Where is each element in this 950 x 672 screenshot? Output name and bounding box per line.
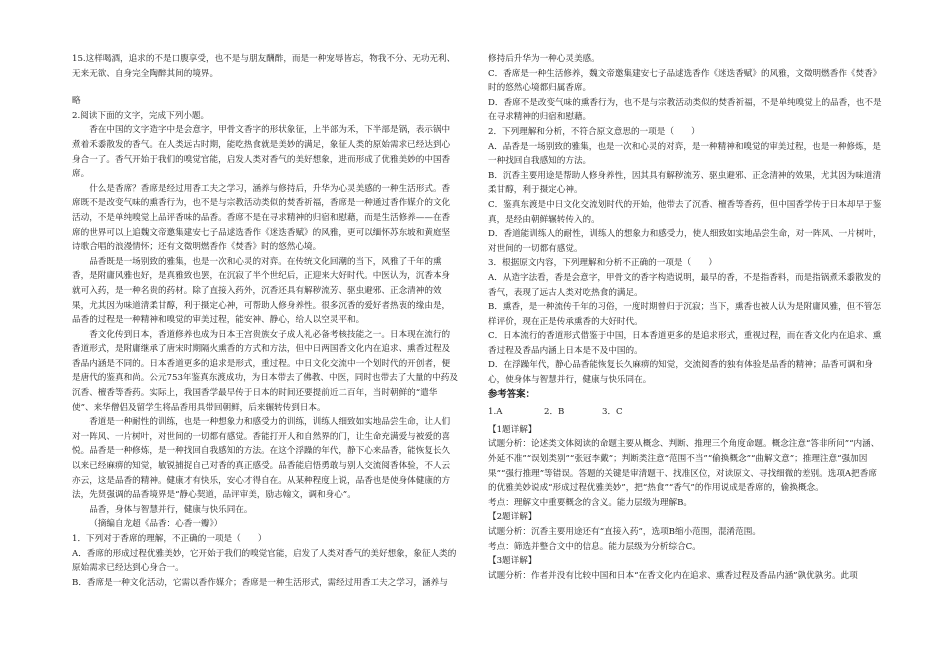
detail-2-analysis: 试题分析：沉香主要用途还有“直接入药”，选项B缩小范围，混淆范围。 <box>488 527 761 537</box>
answers-title: 参考答案： <box>488 388 535 400</box>
answer-3: 3．C <box>602 407 623 418</box>
question-2: 2．下列理解和分析，不符合原文意思的一项是（ ） <box>488 126 700 137</box>
left-column <box>72 52 458 590</box>
right-column <box>488 52 882 583</box>
question-3-option-d: D．在浮躁年代，静心品香能恢复长久麻痹的知觉，交流阅香的独有体验是品香的精神；品香可调和身心，使身体与智慧并行，健康与快乐同在。 <box>488 360 874 386</box>
passage-paragraph-3: 品香既是一场别致的雅集，也是一次和心灵的对弈。在传统文化回潮的当下，风雅了千年的熏香，是附庸风雅也好，是真雅致也罢，在沉寂了半个世纪后，正迎来大好时代。中医认为，沉香本身就可入药，是一种名贵的药材。除了直接入药外，沉香还具有解秽流芳、驱虫避邪、正念清神的效果，尤其因为味道清柔甘醇，利于摄定心神，可帮助人修身养性。很多沉香的爱好者热衷的缘由是，品香的过程是一种精神和嗅觉的审美过程，能安神、静心，给人以空灵平和。 <box>72 256 451 326</box>
question-1: 1．下列对于香席的理解，不正确的一项是（ ） <box>72 534 267 544</box>
answers-row <box>488 405 882 420</box>
detail-3-heading: 【3题详解】 <box>488 556 537 567</box>
question-3-option-a: A．从造字法看，香是会意字，甲骨文的香字构造说明，最早的香，不是指香料，而是指锅煮禾黍散发的香气，表现了远古人类对吃热食的满足。 <box>488 272 881 298</box>
answer-1: 1.A <box>488 407 503 418</box>
question-3-option-c: C．日本流行的香道形式借鉴于中国，日本香道更多的是追求形式，重视过程，而在香文化内在追求、熏香过程及香品内涵上日本是不及中国的。 <box>488 331 882 356</box>
passage-source: （摘编自龙超《品香：心香一瓣》） <box>89 519 223 530</box>
detail-1-heading: 【1题详解】 <box>488 424 537 435</box>
question-2-option-d: D．香道能训练人的耐性，训练人的想象力和感受力，使人细致如实地品尝生命，对一阵风、一片树叶，对世间的一切都有感觉。 <box>488 229 882 254</box>
detail-3-analysis: 试题分析：作者并没有比较中国和日本“在香文化内在追求、熏香过程及香品内涵”孰优孰劣。此项 <box>488 570 858 581</box>
passage-paragraph-5: 香道是一种耐性的训练，也是一种想象力和感受力的训练，训练人细致如实地品尝生命，让人们对一阵风、一片树叶，对世间的一切都有感觉。香能打开人和自然界的门，让生命充满爱与被爱的喜悦。品香是一种修炼，是一种找回自我感知的方法。在这个浮躁的年代，静下心来品香，能恢复长久以来已经麻痹的知觉，敏锐捕捉自己对香的真正感受。品香能启悟勇敢与别人交流阅香体验，不人云亦云，这是品香的精神。健康才有快乐，安心才得自在。从某种程度上说，品香也是使身体健康的方法，先贤强调的品香境界是“静心契道，品评审美，励志翰文，调和身心”。 <box>72 417 451 501</box>
question-1-option-b: B．香席是一种文化活动，它需以香作媒介；香席是一种生活形式，需经过用香工夫之学习，涵养与 <box>72 577 448 588</box>
passage-paragraph-2: 什么是香席？香席是经过用香工夫之学习，涵养与修持后，升华为心灵美感的一种生活形式。香席既不是改变气味的熏香行为，也不是与宗教活动类似的焚香祈福，香席是一种通过香作媒介的文化活动，不是单纯嗅觉上品评香味的品香。香席不是在寻求精神的归宿和慰藉，而是生活修养——在香席的世界可以上追魏文帝邀集建安七子品逑选香作《迷迭香赋》的风雅，更可以缅怀苏东坡和黄庭坚诗歌合唱的浪漫情怀；还有文徵明燃香作《焚香》时的悠然心境。 <box>72 183 451 253</box>
detail-1-point: 考点：理解文中重要概念的含义。能力层级为理解B。 <box>488 497 692 508</box>
detail-2-point: 考点：筛选并整合文中的信息。能力层级为分析综合C。 <box>488 541 701 552</box>
passage-paragraph-4: 香文化传到日本，香道修养也成为日本王宫贵族女子成人礼必备考核技能之一。日本现在流行的香道形式，是附庸继承了唐宋时期隔火熏香的方式和方法，但中日两国香文化内在追求、熏香过程及香品内涵是不同的。日本香道更多的追求是形式，重过程。中日文化交流中一个划时代的开创者，便是唐代的鉴真和尚。公元753年鉴真东渡成功，为日本带去了佛教、中医，同时也带去了大量的中药及沉香、檀香等香药。实际上，我国香学最早传于日本的时间还要提前近二百年，当时朝鲜的“遣华使”、来华僧侣及留学生将品香用具带回朝鲜，后来辗转传到日本。 <box>72 329 458 413</box>
answer-2: 2．B <box>544 407 565 418</box>
question-3-option-b: B．熏香，是一种流传千年的习俗，一度时期曾归于沉寂；当下，熏香也被人认为是附庸风雅，但不管怎样评价，现在正是传承熏香的大好时代。 <box>488 302 882 327</box>
passage-paragraph-6: 品香，身体与智慧并行，健康与快乐同在。 <box>89 504 253 515</box>
question-1-option-b-cont: 修持后升华为一种心灵美感。 <box>488 54 600 64</box>
question-1-option-a: A．香席的形成过程优雅美妙，它开始于我们的嗅觉官能，启发了人类对香气的美好想象，象征人类的原始需求已经达到心身合一。 <box>72 548 457 574</box>
reading-intro: 2.阅读下面的文字，完成下列小题。 <box>72 110 210 121</box>
question-2-option-c: C．鉴真东渡是中日文化交流划时代的开始，他带去了沉香、檀香等香药，但中国香学传于日本却早于鉴真，是经由朝鲜辗转传入的。 <box>488 199 882 225</box>
detail-1-analysis: 试题分析：论述类文体阅读的命题主要从概念、判断、推理三个角度命题。概念注意“答非所问”“内涵、外延不准”“误划类别”“张冠李戴”；判断类注意“范围不当”“偷换概念”“曲解文意”；推理注意“强加因果”“强行推理”等错误。答题的关键是审清题干、找准区位，对读原文、寻找细微的差别。选项A把香席的优雅美妙说成“形成过程优雅美妙”，把“热食”“香气”的作用说成是香席的，偷换概念。 <box>488 439 880 494</box>
detail-2-heading: 【2题详解】 <box>488 512 537 523</box>
question-1-option-d: D．香席不是改变气味的熏香行为，也不是与宗教活动类似的焚香祈福，不是单纯嗅觉上的品香，也不是在寻求精神的归宿和慰藉。 <box>488 97 882 123</box>
question-3: 3．根据原文内容，下列理解和分析不正确的一项是（ ） <box>488 258 717 269</box>
question-1-option-c: C．香席是一种生活修养，魏文帝邀集建安七子品逑选香作《迷迭香赋》的风雅，文徵明燃香作《焚香》时的悠然心境都归属香席。 <box>488 68 882 94</box>
omitted-note: 略 <box>72 96 81 107</box>
question-15-text: 15.这样喝酒，追求的不是口腹享受，也不是与朋友酬酢，而是一种宠辱皆忘，物我不分、无功无利、无来无欲、自身完全陶醉其间的境界。 <box>72 54 456 79</box>
question-2-option-a: A．品香是一场别致的雅集，也是一次和心灵的对弈，是一种精神和嗅觉的审美过程，也是一种修炼，是一种找回自我感知的方法。 <box>488 141 881 167</box>
question-2-option-b: B．沉香主要用途是帮助人修身养性，因其具有解秽流芳、驱虫避邪、正念清神的效果，尤其因为味道清柔甘醇，利于摄定心神。 <box>488 170 882 196</box>
passage-paragraph-1: 香在中国的文字造字中是会意字，甲骨文香字的形状象征，上半部为禾，下半部是锅，表示锅中煮着禾黍散发的香气。在人类远古时期，能吃热食就是美妙的满足，象征人类的原始需求已经达到心身合一了。香气开始于我们的嗅觉官能，启发人类对香气的美好想象，进而形成了优雅美妙的中国香席。 <box>72 125 451 180</box>
